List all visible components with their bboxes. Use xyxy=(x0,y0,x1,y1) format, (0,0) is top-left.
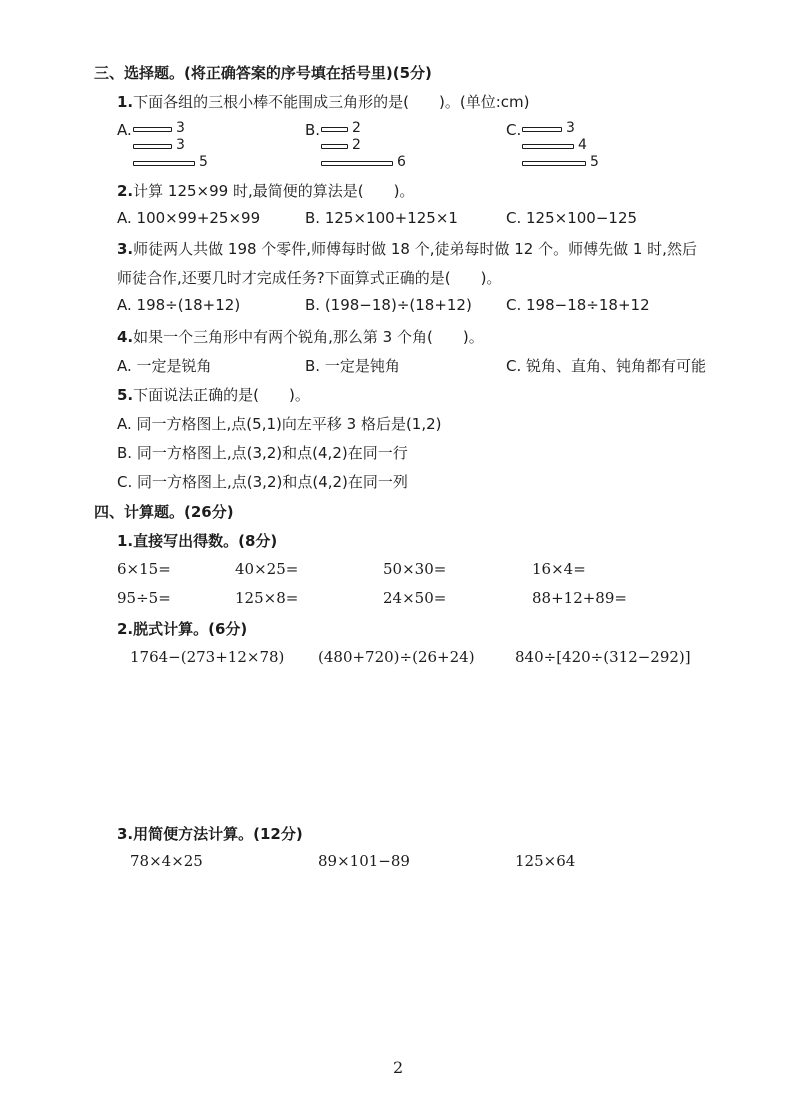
question-3-line-1: 师徒两人共做 198 个零件,师傅每时做 18 个,徒弟每时做 12 个。师傅先做 1 时,然后 xyxy=(133,240,697,258)
question-2-text: 计算 125×99 时,最简便的算法是( )。 xyxy=(133,182,415,200)
question-2-number: 2. xyxy=(117,182,134,200)
q5-option-b: B. 同一方格图上,点(3,2)和点(4,2)在同一行 xyxy=(117,444,408,462)
part-1-number: 1. xyxy=(117,532,134,550)
question-5-text: 下面说法正确的是( )。 xyxy=(133,386,310,404)
q1-c-stick-3 xyxy=(522,154,612,171)
section-3-title: 三、选择题。(将正确答案的序号填在括号里)(5分) xyxy=(94,64,432,82)
q3-option-c: C. 198−18÷18+12 xyxy=(506,296,650,314)
stick-shape xyxy=(321,144,348,149)
oral-item-4: 16×4= xyxy=(532,560,586,578)
question-4-number: 4. xyxy=(117,328,134,346)
stick-length: 5 xyxy=(590,154,599,170)
part-2-text: 脱式计算。(6分) xyxy=(133,620,248,638)
question-4 xyxy=(117,326,484,347)
q1-b-stick-1 xyxy=(321,120,381,137)
stick-shape xyxy=(321,127,348,132)
stick-shape xyxy=(522,161,586,166)
q1-b-stick-3 xyxy=(321,154,421,171)
simplify-item-1: 78×4×25 xyxy=(130,852,203,870)
question-3-number: 3. xyxy=(117,240,134,258)
oral-item-1: 6×15= xyxy=(117,560,171,578)
stepwise-item-2: (480+720)÷(26+24) xyxy=(318,648,475,666)
section-4-title: 四、计算题。(26分) xyxy=(94,503,234,521)
q5-option-a: A. 同一方格图上,点(5,1)向左平移 3 格后是(1,2) xyxy=(117,415,442,433)
q1-c-stick-1 xyxy=(522,120,592,137)
stick-length: 6 xyxy=(397,154,406,170)
stick-length: 3 xyxy=(566,120,575,136)
q1-option-a-label: A. xyxy=(117,121,132,139)
q4-option-c: C. 锐角、直角、钝角都有可能 xyxy=(506,357,707,375)
part-2-title xyxy=(117,618,247,639)
question-3 xyxy=(117,238,697,259)
oral-item-3: 50×30= xyxy=(383,560,447,578)
oral-item-8: 88+12+89= xyxy=(532,589,627,607)
question-5-number: 5. xyxy=(117,386,134,404)
oral-item-7: 24×50= xyxy=(383,589,447,607)
q1-a-stick-3 xyxy=(133,154,213,171)
q5-option-c: C. 同一方格图上,点(3,2)和点(4,2)在同一列 xyxy=(117,473,408,491)
q2-option-b: B. 125×100+125×1 xyxy=(305,209,458,227)
oral-item-6: 125×8= xyxy=(235,589,299,607)
stick-shape xyxy=(133,144,172,149)
question-5 xyxy=(117,384,310,405)
q1-a-stick-1 xyxy=(133,120,193,137)
page-number: 2 xyxy=(393,1058,404,1077)
stepwise-item-1: 1764−(273+12×78) xyxy=(130,648,285,666)
stick-length: 4 xyxy=(578,137,587,153)
question-2 xyxy=(117,180,414,201)
q1-option-c-label: C. xyxy=(506,121,522,139)
q4-option-b: B. 一定是钝角 xyxy=(305,357,400,375)
stick-shape xyxy=(522,144,574,149)
q1-option-b-label: B. xyxy=(305,121,321,139)
stick-length: 3 xyxy=(176,137,185,153)
stick-length: 2 xyxy=(352,137,361,153)
stick-shape xyxy=(522,127,562,132)
q3-option-b: B. (198−18)÷(18+12) xyxy=(305,296,472,314)
q2-option-c: C. 125×100−125 xyxy=(506,209,638,227)
part-3-title xyxy=(117,823,303,844)
stick-length: 5 xyxy=(199,154,208,170)
stick-length: 3 xyxy=(176,120,185,136)
q3-option-a: A. 198÷(18+12) xyxy=(117,296,241,314)
question-1-text: 下面各组的三根小棒不能围成三角形的是( )。(单位:cm) xyxy=(133,93,530,111)
part-3-text: 用简便方法计算。(12分) xyxy=(133,825,303,843)
question-1 xyxy=(117,91,529,112)
simplify-item-3: 125×64 xyxy=(515,852,576,870)
stick-shape xyxy=(321,161,393,166)
stepwise-item-3: 840÷[420÷(312−292)] xyxy=(515,648,691,666)
q2-option-a: A. 100×99+25×99 xyxy=(117,209,261,227)
question-1-number: 1. xyxy=(117,93,134,111)
question-3-line-2: 师徒合作,还要几时才完成任务?下面算式正确的是( )。 xyxy=(117,269,502,287)
q1-b-stick-2 xyxy=(321,137,381,154)
q1-c-stick-2 xyxy=(522,137,602,154)
stick-shape xyxy=(133,127,172,132)
stick-length: 2 xyxy=(352,120,361,136)
part-1-title xyxy=(117,530,277,551)
oral-item-2: 40×25= xyxy=(235,560,299,578)
oral-item-5: 95÷5= xyxy=(117,589,171,607)
part-3-number: 3. xyxy=(117,825,134,843)
simplify-item-2: 89×101−89 xyxy=(318,852,410,870)
part-2-number: 2. xyxy=(117,620,134,638)
q4-option-a: A. 一定是锐角 xyxy=(117,357,212,375)
part-1-text: 直接写出得数。(8分) xyxy=(133,532,278,550)
question-4-text: 如果一个三角形中有两个锐角,那么第 3 个角( )。 xyxy=(133,328,484,346)
q1-a-stick-2 xyxy=(133,137,193,154)
stick-shape xyxy=(133,161,195,166)
